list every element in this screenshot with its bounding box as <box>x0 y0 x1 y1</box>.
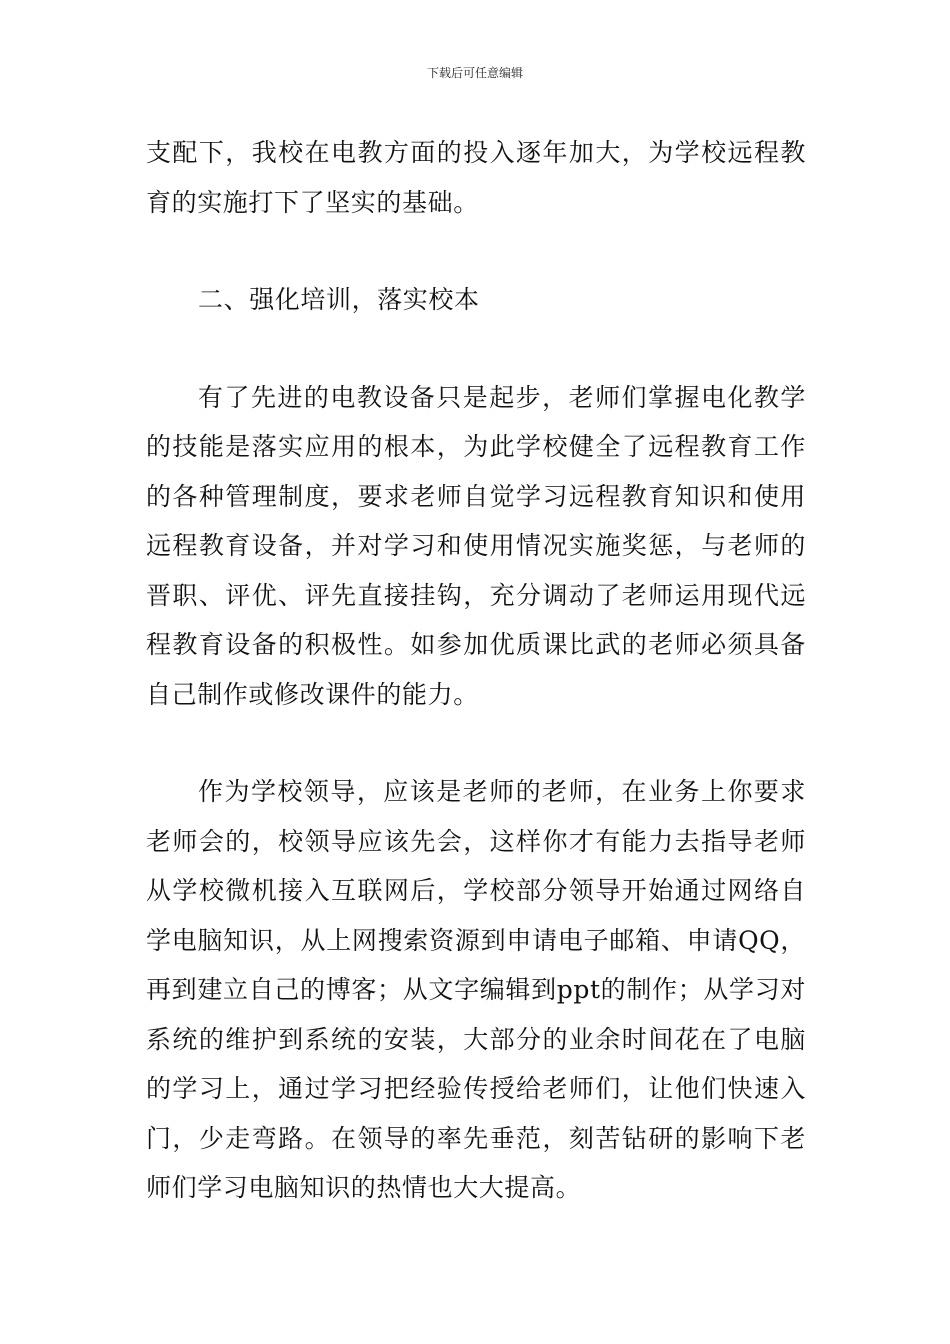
paragraph-gap <box>146 719 806 767</box>
paragraph-leadership: 作为学校领导，应该是老师的老师，在业务上你要求老师会的，校领导应该先会，这样你才有能力去指导老师从学校微机接入互联网后，学校部分领导开始通过网络自学电脑知识，从上网搜索资源到申请电子邮箱、申请QQ，再到建立自己的博客；从文字编辑到ppt的制作；从学习对系统的维护到系统的安装，大部分的业余时间花在了电脑的学习上，通过学习把经验传授给老师们，让他们快速入门，少走弯路。在领导的率先垂范，刻苦钻研的影响下老师们学习电脑知识的热情也大大提高。 <box>146 777 806 1202</box>
paragraph-continuation: 支配下，我校在电教方面的投入逐年加大，为学校远程教育的实施打下了坚实的基础。 <box>146 138 806 217</box>
page-header-note: 下载后可任意编辑 <box>426 66 523 80</box>
document-body <box>146 128 806 1213</box>
paragraph-gap <box>146 227 806 275</box>
paragraph-training: 有了先进的电教设备只是起步，老师们掌握电化教学的技能是落实应用的根本，为此学校健全了远程教育工作的各种管理制度，要求老师自觉学习远程教育知识和使用远程教育设备，并对学习和使用情况实施奖惩，与老师的晋职、评优、评先直接挂钩，充分调动了老师运用现代远程教育设备的积极性。如参加优质课比武的老师必须具备自己制作或修改课件的能力。 <box>146 382 806 709</box>
section-heading: 二、强化培训，落实校本 <box>198 285 480 314</box>
paragraph-gap <box>146 325 806 373</box>
